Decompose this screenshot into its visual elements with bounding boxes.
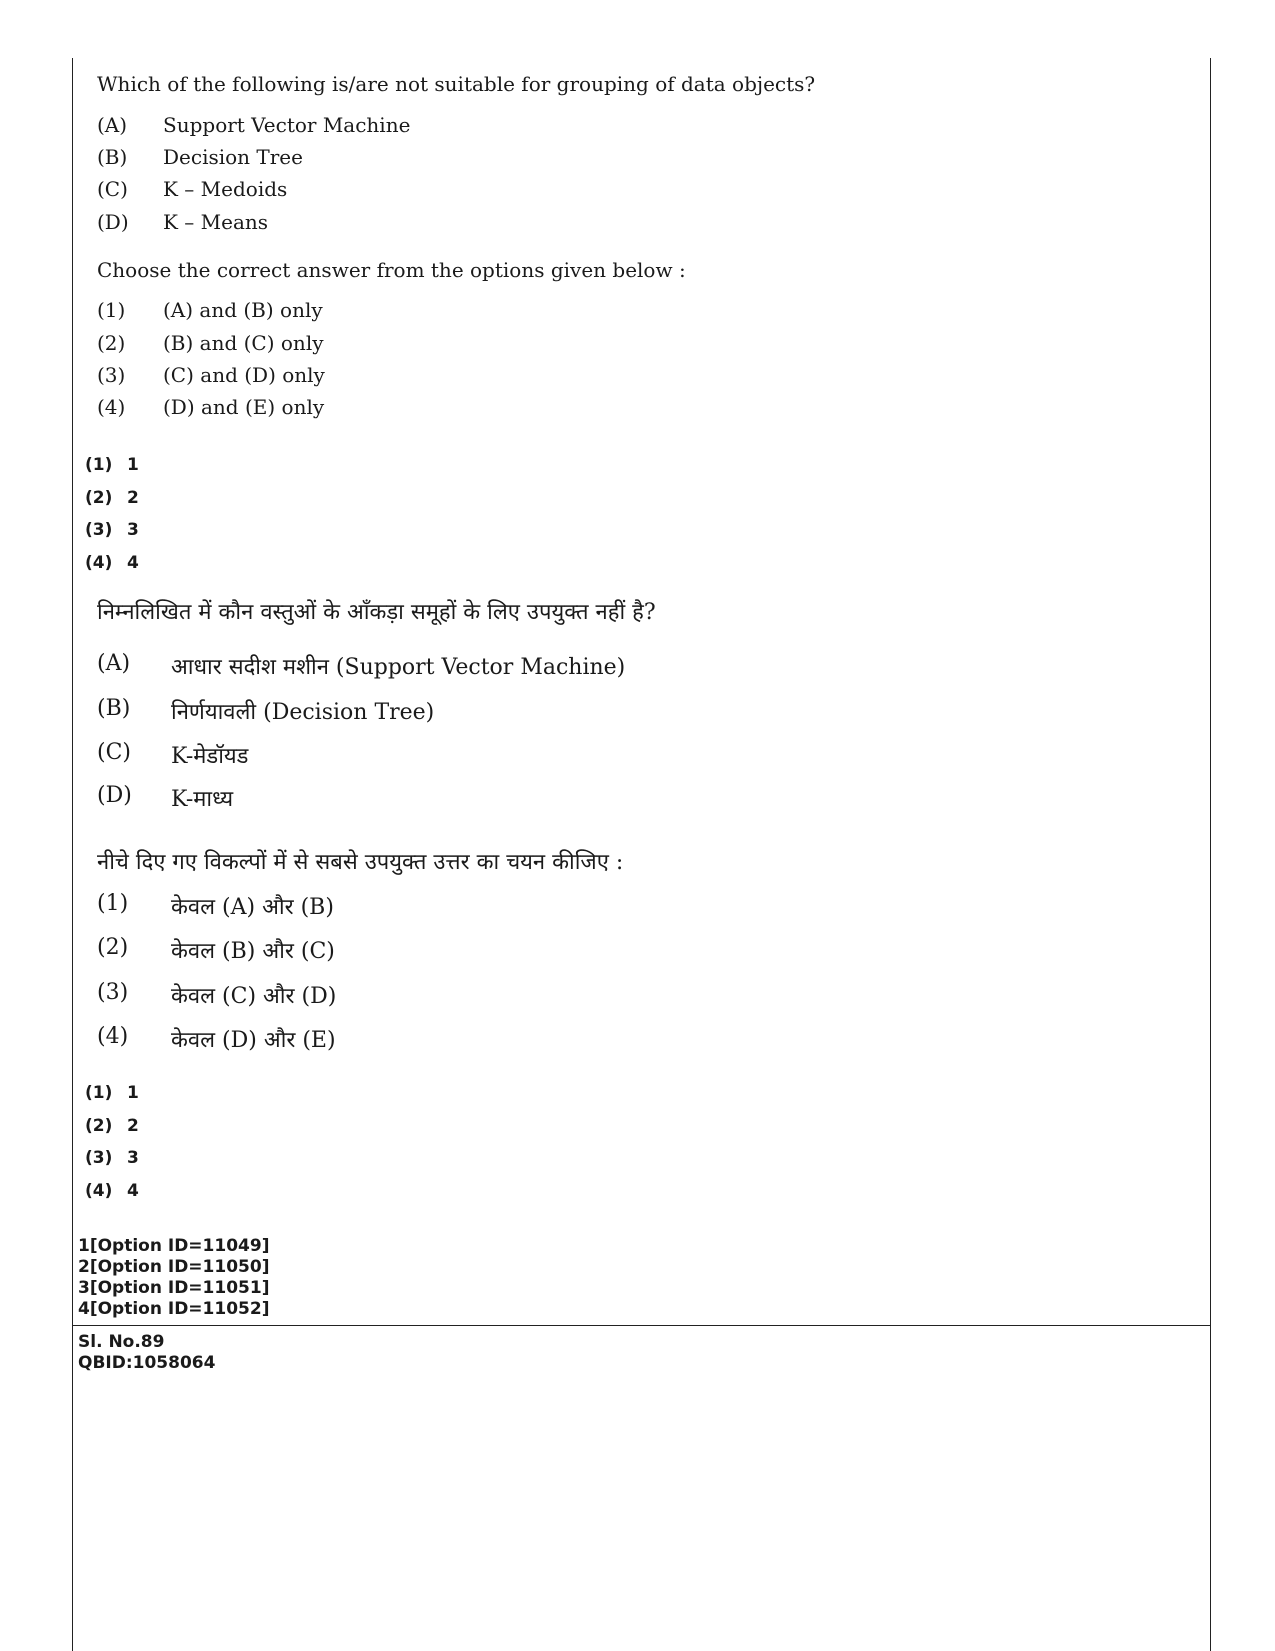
choice-label: (4) — [97, 1024, 129, 1049]
statement-item-a-en — [97, 113, 410, 137]
statement-item-d-en — [97, 210, 268, 234]
statement-text: K – Means — [163, 210, 269, 234]
choice-3-en — [97, 363, 325, 387]
question-text-en: Which of the following is/are not suitable for grouping of data objects? — [97, 72, 816, 96]
answer-value: 2 — [127, 1116, 139, 1136]
statement-label: (D) — [97, 783, 132, 808]
answer-value: 4 — [127, 553, 139, 573]
choice-4-hi — [97, 1024, 336, 1054]
answer-label: (1) — [85, 455, 113, 475]
right-border — [1210, 58, 1211, 1651]
choice-text: केवल (A) और (B) — [171, 895, 334, 920]
answer-option-4-hi[interactable] — [85, 1181, 139, 1201]
option-id: 3[Option ID=11051] — [78, 1278, 270, 1298]
choice-text: (B) and (C) only — [163, 331, 324, 355]
statement-label: (A) — [97, 651, 131, 676]
choice-label: (3) — [97, 363, 126, 387]
choice-text: केवल (D) और (E) — [171, 1028, 336, 1053]
option-id: 4[Option ID=11052] — [78, 1299, 270, 1319]
statement-text: K-माध्य — [171, 787, 234, 812]
choice-text: (D) and (E) only — [163, 395, 325, 419]
statement-label: (B) — [97, 696, 131, 721]
statement-text: आधार सदीश मशीन (Support Vector Machine) — [171, 655, 626, 680]
statement-text: K-मेडॉयड — [171, 744, 249, 769]
choice-label: (3) — [97, 980, 129, 1005]
answer-value: 3 — [127, 520, 139, 540]
answer-label: (1) — [85, 1083, 113, 1103]
statement-text: Support Vector Machine — [163, 113, 411, 137]
statement-item-c-en — [97, 177, 287, 201]
answer-label: (3) — [85, 520, 113, 540]
choice-4-en — [97, 395, 324, 419]
instruction-en: Choose the correct answer from the options given below : — [97, 258, 686, 282]
question-text-hi: निम्नलिखित में कौन वस्तुओं के आँकड़ा समूहों के लिए उपयुक्त नहीं है? — [97, 600, 656, 625]
choice-text: (C) and (D) only — [163, 363, 325, 387]
answer-option-2-en[interactable] — [85, 488, 139, 508]
choice-label: (1) — [97, 891, 129, 916]
choice-text: (A) and (B) only — [163, 298, 323, 322]
answer-option-1-hi[interactable] — [85, 1083, 139, 1103]
statement-label: (A) — [97, 113, 128, 137]
next-question-meta — [78, 1332, 215, 1374]
option-id: 1[Option ID=11049] — [78, 1236, 270, 1256]
answer-label: (3) — [85, 1148, 113, 1168]
answer-option-3-en[interactable] — [85, 520, 139, 540]
answer-value: 1 — [127, 455, 139, 475]
answer-label: (2) — [85, 1116, 113, 1136]
statement-label: (C) — [97, 177, 128, 201]
qbid: QBID:1058064 — [78, 1353, 216, 1373]
serial-number: Sl. No.89 — [78, 1332, 165, 1352]
answer-option-4-en[interactable] — [85, 553, 139, 573]
statement-label: (B) — [97, 145, 128, 169]
statement-text: Decision Tree — [163, 145, 303, 169]
question-divider — [72, 1325, 1211, 1326]
left-border — [72, 58, 73, 1651]
answer-option-1-en[interactable] — [85, 455, 139, 475]
answer-value: 2 — [127, 488, 139, 508]
statement-item-a-hi — [97, 651, 625, 681]
answer-label: (2) — [85, 488, 113, 508]
choice-label: (1) — [97, 298, 126, 322]
option-id-list — [78, 1236, 269, 1320]
statement-label: (C) — [97, 740, 131, 765]
choice-text: केवल (B) और (C) — [171, 939, 335, 964]
answer-value: 3 — [127, 1148, 139, 1168]
choice-label: (2) — [97, 331, 126, 355]
answer-option-3-hi[interactable] — [85, 1148, 139, 1168]
choice-1-hi — [97, 891, 334, 921]
answer-value: 4 — [127, 1181, 139, 1201]
statement-item-b-hi — [97, 696, 434, 726]
answer-label: (4) — [85, 553, 113, 573]
choice-2-en — [97, 331, 324, 355]
answer-option-2-hi[interactable] — [85, 1116, 139, 1136]
choice-label: (2) — [97, 935, 129, 960]
statement-text: निर्णयावली (Decision Tree) — [171, 700, 435, 725]
statement-item-c-hi — [97, 740, 248, 770]
choice-2-hi — [97, 935, 335, 965]
statement-label: (D) — [97, 210, 129, 234]
option-id: 2[Option ID=11050] — [78, 1257, 270, 1277]
choice-label: (4) — [97, 395, 126, 419]
statement-text: K – Medoids — [163, 177, 288, 201]
choice-text: केवल (C) और (D) — [171, 984, 337, 1009]
choice-3-hi — [97, 980, 336, 1010]
choice-1-en — [97, 298, 323, 322]
statement-item-d-hi — [97, 783, 233, 813]
statement-item-b-en — [97, 145, 303, 169]
instruction-hi: नीचे दिए गए विकल्पों में से सबसे उपयुक्त उत्तर का चयन कीजिए : — [97, 850, 624, 875]
answer-value: 1 — [127, 1083, 139, 1103]
answer-label: (4) — [85, 1181, 113, 1201]
